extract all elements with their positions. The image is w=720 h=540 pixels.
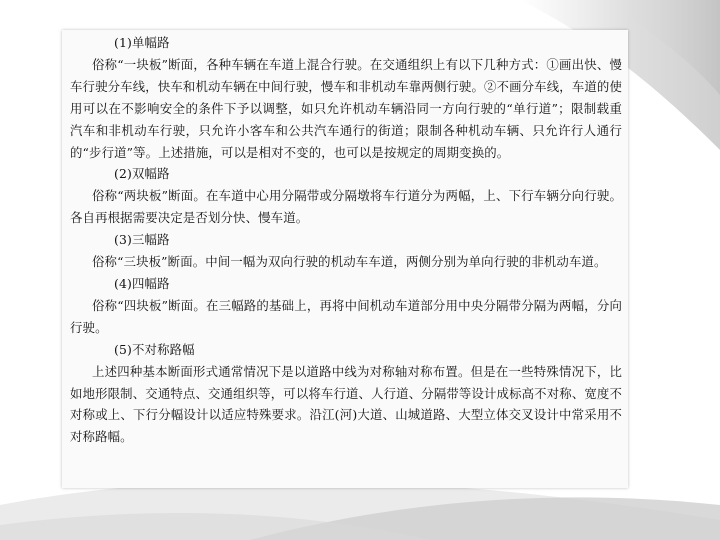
section-heading-quadruple: (4)四幅路 (114, 275, 170, 291)
section-body-asymmetric: 上述四种基本断面形式通常情况下是以道路中线为对称轴对称布置。但是在一些特殊情况下，比如地形限制、交通特点、交通组织等，可以将车行道、人行道、分隔带等设计成标高不对称、宽度不对称或上、下行分幅设计以适应特殊要求。沿江(河)大道、山城道路、大型立体交叉设计中常采用不对称路幅。 (70, 363, 622, 445)
document-body (70, 32, 622, 448)
section-heading-asymmetric: (5)不对称路幅 (114, 341, 195, 357)
section-body-triple: 俗称“三块板”断面。中间一幅为双向行驶的机动车车道，两侧分别为单向行驶的非机动车道。 (92, 254, 607, 270)
section-heading-double: (2)双幅路 (114, 166, 170, 182)
section-heading-single: (1)单幅路 (114, 35, 170, 50)
section-body-single: 俗称“一块板”断面，各种车辆在车道上混合行驶。在交通组织上有以下几种方式：①画出快、慢车行驶分车线，快车和机动车辆在中间行驶，慢车和非机动车靠两侧行驶。②不画分车线，车道的使用可以在不影响安全的条件下予以调整，如只允许机动车辆沿同一方向行驶的“单行道”；限制载重汽车和非机动车行驶，只允许小客车和公共汽车通行的街道；限制各种机动车辆、只允许行人通行的“步行道”等。上述措施，可以是相对不变的，也可以是按规定的周期变换的。 (70, 56, 622, 160)
section-heading-triple: (3)三幅路 (114, 232, 170, 248)
scanned-text-image (62, 30, 628, 488)
section-body-quadruple: 俗称“四块板”断面。在三幅路的基础上，再将中间机动车道部分用中央分隔带分隔为两幅，分向行驶。 (70, 297, 622, 335)
section-body-double: 俗称“两块板”断面。在车道中心用分隔带或分隔墩将车行道分为两幅，上、下行车辆分向行驶。各自再根据需要决定是否划分快、慢车道。 (70, 188, 622, 226)
